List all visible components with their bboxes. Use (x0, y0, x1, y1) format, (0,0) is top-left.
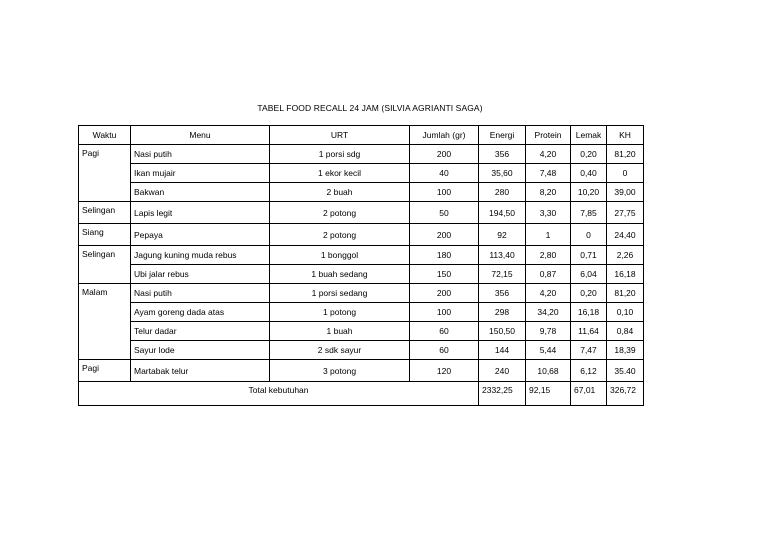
table-row (79, 164, 644, 183)
cell-jumlah: 40 (410, 164, 479, 183)
cell-urt: 1 potong (270, 303, 410, 322)
cell-protein: 10,68 (526, 360, 571, 382)
cell-kh: 0 (607, 164, 644, 183)
cell-urt: 3 potong (270, 360, 410, 382)
header-menu: Menu (131, 126, 270, 145)
cell-jumlah: 120 (410, 360, 479, 382)
cell-urt: 2 buah (270, 183, 410, 202)
cell-kh: 81,20 (607, 284, 644, 303)
cell-protein: 4,20 (526, 284, 571, 303)
table-row (79, 341, 644, 360)
header-waktu: Waktu (79, 126, 131, 145)
cell-kh: 0,10 (607, 303, 644, 322)
cell-protein: 4,20 (526, 145, 571, 164)
cell-lemak: 0,20 (571, 145, 607, 164)
cell-urt: 1 bonggol (270, 246, 410, 265)
cell-protein: 0,87 (526, 265, 571, 284)
header-protein: Protein (526, 126, 571, 145)
cell-kh: 27,75 (607, 202, 644, 224)
cell-urt: 1 porsi sedang (270, 284, 410, 303)
cell-energi: 72,15 (479, 265, 526, 284)
cell-jumlah: 200 (410, 224, 479, 246)
cell-protein: 3,30 (526, 202, 571, 224)
cell-jumlah: 100 (410, 303, 479, 322)
table-body (79, 145, 644, 382)
cell-jumlah: 180 (410, 246, 479, 265)
table-row (79, 265, 644, 284)
cell-menu: Bakwan (131, 183, 270, 202)
cell-lemak: 7,85 (571, 202, 607, 224)
table-row (79, 183, 644, 202)
cell-kh: 81,20 (607, 145, 644, 164)
table-row (79, 202, 644, 224)
cell-protein: 9,78 (526, 322, 571, 341)
header-row (79, 126, 644, 145)
cell-energi: 144 (479, 341, 526, 360)
cell-lemak: 0 (571, 224, 607, 246)
header-jumlah: Jumlah (gr) (410, 126, 479, 145)
header-urt: URT (270, 126, 410, 145)
cell-protein: 2,80 (526, 246, 571, 265)
cell-energi: 280 (479, 183, 526, 202)
cell-kh: 18,39 (607, 341, 644, 360)
cell-energi: 356 (479, 284, 526, 303)
cell-energi: 298 (479, 303, 526, 322)
total-protein: 92,15 (526, 382, 571, 406)
cell-menu: Martabak telur (131, 360, 270, 382)
cell-urt: 2 sdk sayur (270, 341, 410, 360)
cell-menu: Jagung kuning muda rebus (131, 246, 270, 265)
cell-lemak: 16,18 (571, 303, 607, 322)
cell-energi: 356 (479, 145, 526, 164)
cell-protein: 8,20 (526, 183, 571, 202)
cell-lemak: 0,20 (571, 284, 607, 303)
cell-kh: 0,84 (607, 322, 644, 341)
table-row (79, 322, 644, 341)
table-row (79, 303, 644, 322)
table-row (79, 224, 644, 246)
cell-menu: Pepaya (131, 224, 270, 246)
total-lemak: 67,01 (571, 382, 607, 406)
cell-waktu: Selingan (79, 246, 131, 284)
cell-jumlah: 100 (410, 183, 479, 202)
cell-kh: 16,18 (607, 265, 644, 284)
cell-urt: 2 potong (270, 202, 410, 224)
cell-energi: 240 (479, 360, 526, 382)
cell-menu: Sayur lode (131, 341, 270, 360)
cell-protein: 7,48 (526, 164, 571, 183)
cell-urt: 1 ekor kecil (270, 164, 410, 183)
food-recall-table (78, 125, 644, 406)
cell-kh: 24,40 (607, 224, 644, 246)
cell-menu: Ubi jalar rebus (131, 265, 270, 284)
cell-menu: Ayam goreng dada atas (131, 303, 270, 322)
cell-jumlah: 60 (410, 322, 479, 341)
cell-jumlah: 60 (410, 341, 479, 360)
cell-kh: 2,26 (607, 246, 644, 265)
table-row (79, 246, 644, 265)
cell-lemak: 11,64 (571, 322, 607, 341)
table-title: TABEL FOOD RECALL 24 JAM (SILVIA AGRIANTI SAGA) (257, 103, 483, 113)
cell-lemak: 0,40 (571, 164, 607, 183)
header-lemak: Lemak (571, 126, 607, 145)
cell-protein: 5,44 (526, 341, 571, 360)
cell-lemak: 10,20 (571, 183, 607, 202)
cell-waktu: Pagi (79, 145, 131, 202)
cell-lemak: 7,47 (571, 341, 607, 360)
cell-energi: 92 (479, 224, 526, 246)
cell-jumlah: 150 (410, 265, 479, 284)
total-kh: 326,72 (607, 382, 644, 406)
cell-waktu: Pagi (79, 360, 131, 382)
cell-urt: 1 buah sedang (270, 265, 410, 284)
cell-menu: Ikan mujair (131, 164, 270, 183)
cell-lemak: 0,71 (571, 246, 607, 265)
cell-waktu: Malam (79, 284, 131, 360)
cell-menu: Nasi putih (131, 145, 270, 164)
cell-urt: 1 porsi sdg (270, 145, 410, 164)
cell-energi: 35,60 (479, 164, 526, 183)
cell-energi: 194,50 (479, 202, 526, 224)
cell-jumlah: 200 (410, 145, 479, 164)
cell-waktu: Selingan (79, 202, 131, 224)
cell-kh: 39,00 (607, 183, 644, 202)
header-kh: KH (607, 126, 644, 145)
cell-energi: 113,40 (479, 246, 526, 265)
total-label: Total kebutuhan (79, 382, 479, 406)
cell-lemak: 6,12 (571, 360, 607, 382)
cell-jumlah: 50 (410, 202, 479, 224)
cell-urt: 2 potong (270, 224, 410, 246)
cell-protein: 1 (526, 224, 571, 246)
cell-lemak: 6,04 (571, 265, 607, 284)
cell-jumlah: 200 (410, 284, 479, 303)
cell-menu: Nasi putih (131, 284, 270, 303)
total-energi: 2332,25 (479, 382, 526, 406)
total-row (79, 382, 644, 406)
cell-menu: Telur dadar (131, 322, 270, 341)
table-row (79, 360, 644, 382)
cell-protein: 34,20 (526, 303, 571, 322)
table-row (79, 145, 644, 164)
cell-menu: Lapis legit (131, 202, 270, 224)
cell-energi: 150,50 (479, 322, 526, 341)
cell-waktu: Siang (79, 224, 131, 246)
cell-urt: 1 buah (270, 322, 410, 341)
cell-kh: 35.40 (607, 360, 644, 382)
table-row (79, 284, 644, 303)
header-energi: Energi (479, 126, 526, 145)
